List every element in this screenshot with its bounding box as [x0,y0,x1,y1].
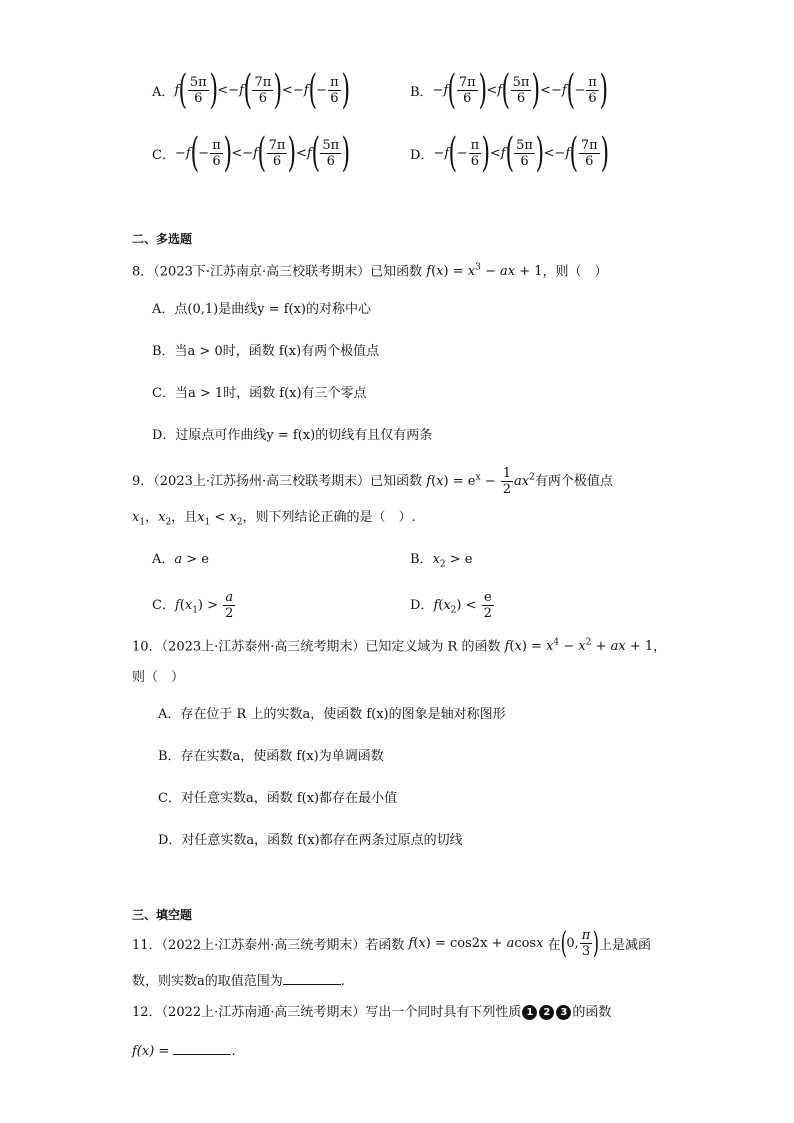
option-label: C． [152,147,175,163]
fraction: $\frac{5\pi}{6}$ [189,74,207,106]
q9-a-expr: a > e [174,552,209,567]
math-f: f [497,82,503,98]
fraction: $\frac{5\pi}{6}$ [516,137,533,169]
option-label: A． [152,552,175,567]
neg-sign: − [433,145,445,161]
lt-sign: < [296,145,307,161]
q10-function: $f(x) = x^4 - x^2$ + ax + 1 [504,638,654,655]
q8-stem-tail: ，则（ ） [542,264,608,280]
q10-line2: 则（ ） [132,670,185,685]
q9-condition: $x_1 < x_2$ [197,510,243,528]
option-label: B． [410,84,433,100]
math-f: f [444,145,450,161]
lt-sign: < [543,145,555,161]
q11-stem-mid: 在 [547,938,561,953]
fraction: $\frac{7\pi}{6}$ [580,137,598,169]
q12-answer-blank[interactable] [173,1040,231,1055]
q11-stem-text: 11．（2022上·江苏泰州·高三统考期末）若函数 [132,938,405,953]
math-f: f [174,82,180,98]
q9-x1-x2: $x_1$，$x_2$ [132,510,172,528]
q10-stem-tail: ， [653,639,667,655]
fraction: $\frac{7\pi}{6}$ [254,74,272,106]
section-title-fill-in: 三、填空题 [132,908,193,922]
q7-option-c[interactable]: C． − f ( − $\frac{\pi}{6}$ ) < − f ( $\frac{7\pi}{6}$ ) < f ( $\frac{5\pi}{6}$ ) [152,130,351,176]
q8-option-b[interactable]: B．当a > 0时，函数 f(x)有两个极值点 [152,344,380,359]
q11-stem: 11．（2022上·江苏泰州·高三统考期末）若函数 f(x) = cos2x + acosx 在 ( 0, $\frac{\pi}{3}$ ) 上是减函 [132,925,651,961]
lt-sign: < [217,82,229,98]
lt-sign: < [231,145,243,161]
math-f: f [443,82,449,98]
neg-sign: − [316,82,328,98]
fraction: $\frac{\pi}{6}$ [470,137,480,169]
q9-function: $f(x) = e^x$ − $\frac{1}{2}$ $ax^2$ [426,466,535,497]
q9-stem-text: 9．（2023上·江苏扬州·高三校联考期末）已知函数 [132,474,423,489]
q9-option-c[interactable] [152,590,236,621]
option-label: D． [410,147,434,163]
fraction: $\frac{5\pi}{6}$ [322,137,340,169]
q12-stem-tail: 的函数 [572,1005,612,1020]
q11-stem-tail: 上是减函 [598,938,651,953]
fraction: $\frac{\pi}{6}$ [330,74,339,106]
neg-sign: − [242,145,254,161]
q9-stem-tail: 有两个极值点 [534,474,613,489]
circled-one-icon: 1 [522,1005,537,1020]
math-f: f [565,145,571,161]
q8-option-a[interactable]: A．点(0,1)是曲线y = f(x)的对称中心 [152,302,371,317]
q10-stem [132,633,666,657]
q9-line2-text: ，且 [171,510,198,525]
circled-two-icon: 2 [539,1005,554,1020]
circled-three-icon: 3 [556,1005,571,1020]
q8-stem-text: 8．（2023下·江苏南京·高三校联考期末）已知函数 [132,264,423,280]
q9-d-expr: $f(x_2)$ < $\frac{e}{2}$ [433,590,492,621]
q7-option-a[interactable]: A． f ( $\frac{5\pi}{6}$ ) < − f ( $\frac{7\pi}{6}$ ) < − f ( − $\frac{\pi}{6}$ ) [152,67,350,113]
q11-interval-start: 0, [566,936,579,951]
q8-option-c[interactable]: C．当a > 1时，函数 f(x)有三个零点 [152,386,367,401]
fraction: $\frac{7\pi}{6}$ [458,74,476,106]
q9-stem [132,466,613,497]
neg-sign: − [198,145,210,161]
neg-sign: − [554,145,566,161]
q11-line2-tail: . [340,974,345,989]
q11-function: f(x) = cos2x + acosx [404,936,548,951]
math-f: f [306,145,312,161]
fraction: $\frac{\pi}{6}$ [588,74,597,106]
lt-sign: < [540,82,551,98]
q8-function: $f(x) = x^3$ − ax + 1 [426,263,543,280]
option-label: C． [152,598,175,613]
q10-option-b[interactable]: B．存在实数a，使函数 f(x)为单调函数 [158,749,384,764]
q12-answer-prefix: f(x) = [132,1044,170,1059]
neg-sign: − [551,82,562,98]
q9-line2-tail: ，则下列结论正确的是（ ）. [242,510,416,525]
neg-sign: − [456,145,468,161]
q7-option-d[interactable]: D． − f ( − $\frac{\pi}{6}$ ) < f ( $\frac{5\pi}{6}$ ) < − f ( $\frac{7\pi}{6}$ ) [410,130,609,176]
q9-c-expr: $f(x_1)$ > $\frac{a}{2}$ [174,590,234,621]
q12-line2-tail: . [231,1044,236,1059]
q7-option-b[interactable]: B． − f ( $\frac{7\pi}{6}$ ) < f ( $\frac{5\pi}{6}$ ) < − f ( − $\frac{\pi}{6}$ ) [410,67,608,113]
fraction: $\frac{\pi}{6}$ [212,137,221,169]
q9-b-expr: $x_2 > e$ [432,552,473,570]
q12-stem-text: 12．（2022上·江苏南通·高三统考期末）写出一个同时具有下列性质 [132,1005,522,1020]
q9-option-d[interactable] [410,590,495,621]
q12-line2 [132,1040,236,1062]
q9-option-a[interactable] [152,550,209,570]
q11-answer-blank[interactable] [283,970,341,985]
neg-sign: − [574,82,586,98]
math-f: f [185,145,191,161]
section-title-multiple-choice: 二、多选题 [132,232,193,246]
neg-sign: − [432,82,444,98]
q8-option-d[interactable]: D．过原点可作曲线y = f(x)的切线有且仅有两条 [152,428,433,443]
option-label: A． [152,84,175,100]
math-f: f [561,82,567,98]
q12-stem [132,1003,611,1023]
math-f: f [303,82,309,98]
q10-option-c[interactable]: C．对任意实数a，函数 f(x)都存在最小值 [158,791,398,806]
option-label: D． [410,598,434,613]
q10-option-d[interactable]: D．对任意实数a，函数 f(x)都存在两条过原点的切线 [158,833,463,848]
lt-sign: < [489,145,501,161]
q11-line2-text: 数，则实数a的取值范围为 [132,974,283,989]
math-f: f [239,82,244,98]
neg-sign: − [174,145,186,161]
option-label: B． [410,552,433,567]
q10-stem-text: 10．（2023上·江苏泰州·高三统考期末）已知定义域为 R 的函数 [132,639,501,655]
q9-option-b[interactable] [410,550,473,575]
q10-option-a[interactable]: A．存在位于 R 上的实数a，使函数 f(x)的图象是轴对称图形 [158,707,506,722]
math-f: f [500,145,506,161]
q11-line2 [132,970,345,992]
neg-sign: − [228,82,240,98]
fraction: $\frac{7\pi}{6}$ [268,137,286,169]
lt-sign: < [281,82,293,98]
neg-sign: − [292,82,304,98]
math-f: f [253,145,258,161]
lt-sign: < [486,82,498,98]
q8-stem [132,258,608,282]
fraction: $\frac{5\pi}{6}$ [512,74,530,106]
q9-line2 [132,508,416,533]
